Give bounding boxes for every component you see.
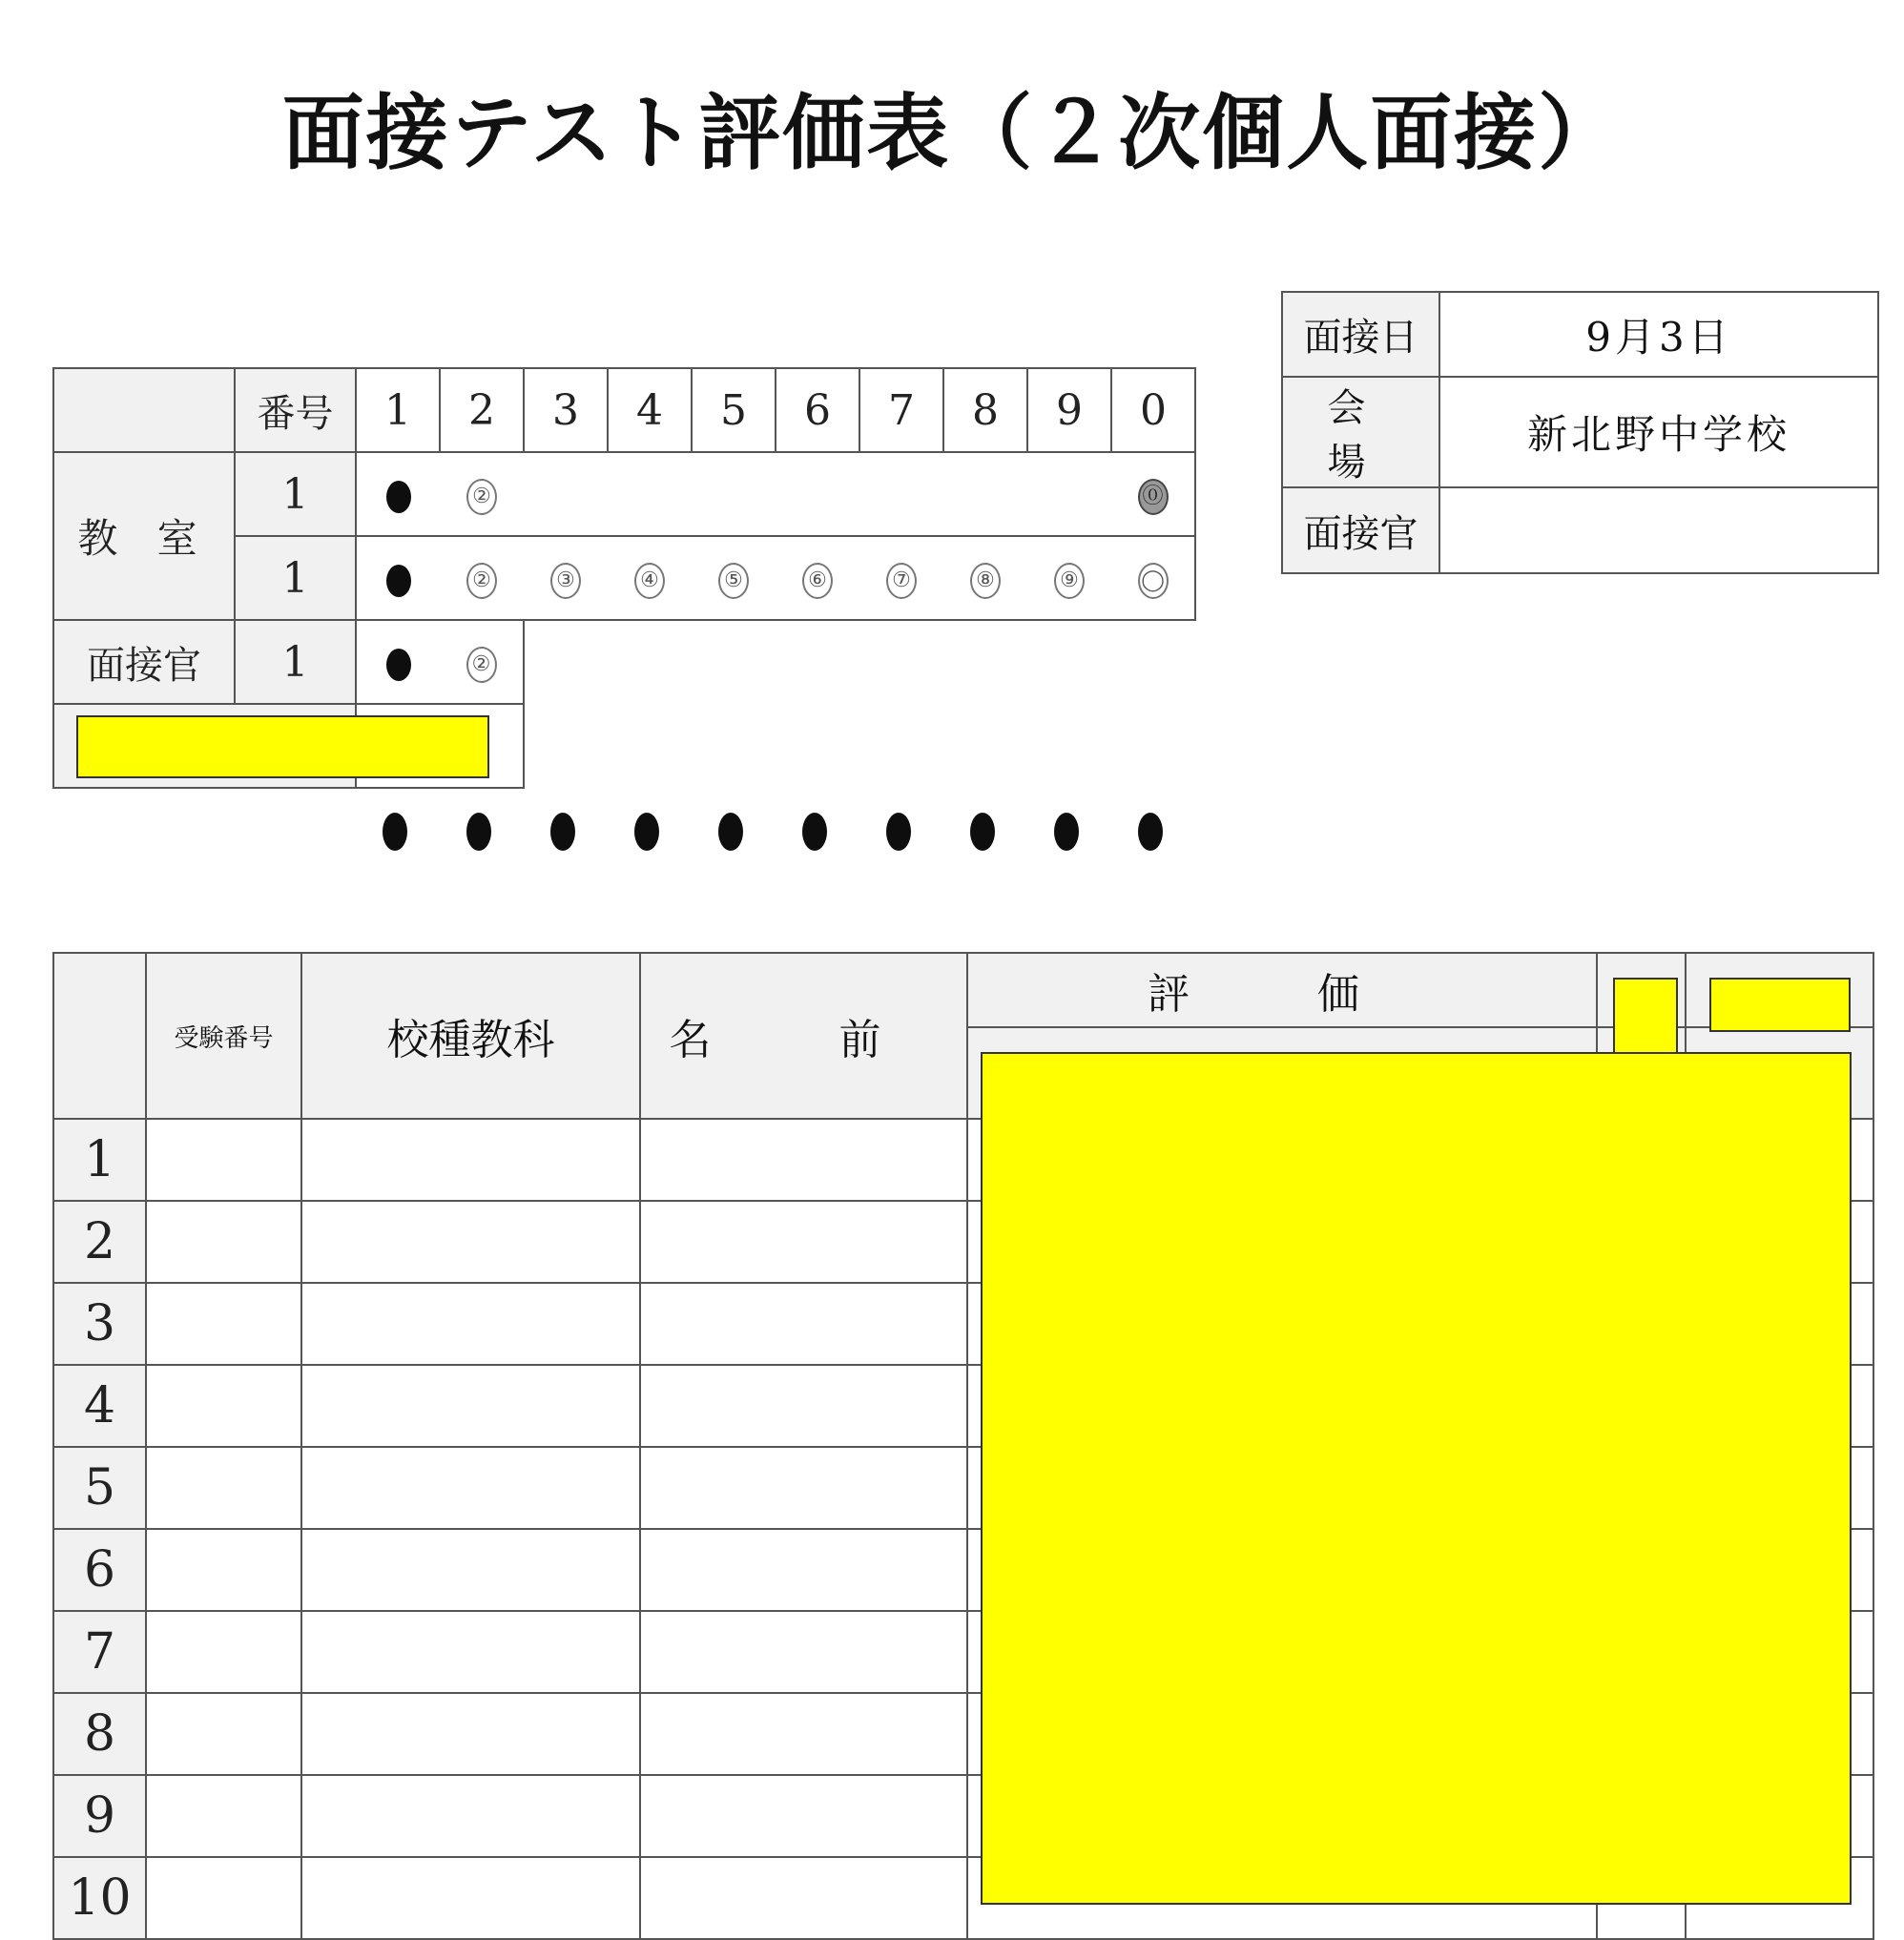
grid-empty-area — [524, 620, 1195, 704]
digit-header: 6 — [776, 368, 859, 452]
digit-header: 4 — [608, 368, 692, 452]
circled-digit-icon: ③ — [550, 563, 581, 599]
interviewer-name-value[interactable] — [1439, 487, 1878, 573]
timing-mark-icon — [1054, 813, 1079, 851]
circled-digit-icon: ⓪ — [1138, 479, 1169, 515]
filled-bubble-icon — [386, 565, 411, 597]
row-number: 7 — [53, 1611, 146, 1693]
circled-digit-icon: ◯ — [1138, 563, 1169, 599]
bubble-cell[interactable] — [859, 536, 943, 620]
exam-number-cell[interactable] — [146, 1611, 301, 1693]
header-corner — [53, 953, 146, 1119]
exam-number-cell[interactable] — [146, 1365, 301, 1447]
exam-number-cell[interactable] — [146, 1857, 301, 1939]
bubble-cell[interactable] — [859, 452, 943, 536]
name-cell[interactable] — [640, 1693, 967, 1775]
bubble-cell[interactable] — [943, 452, 1027, 536]
bubble-cell[interactable] — [440, 452, 524, 536]
evaluation-header: 評 価 — [967, 953, 1597, 1027]
exam-number-cell[interactable] — [146, 1201, 301, 1283]
circled-digit-icon: ⑥ — [802, 563, 833, 599]
circled-digit-icon: ② — [466, 563, 497, 599]
name-cell[interactable] — [640, 1201, 967, 1283]
interview-date-value: 9月3日 — [1439, 292, 1878, 377]
venue-label: 会 場 — [1282, 377, 1439, 487]
digit-header: 2 — [440, 368, 524, 452]
timing-mark-icon — [970, 813, 995, 851]
row-number: 8 — [53, 1693, 146, 1775]
school-subject-cell[interactable] — [301, 1529, 640, 1611]
circled-digit-icon: ② — [466, 647, 497, 683]
exam-number-cell[interactable] — [146, 1775, 301, 1857]
classroom-row-number: 1 — [235, 536, 356, 620]
bubble-cell[interactable] — [356, 452, 440, 536]
row-number: 5 — [53, 1447, 146, 1529]
row-number: 4 — [53, 1365, 146, 1447]
row-number: 10 — [53, 1857, 146, 1939]
name-cell[interactable] — [640, 1447, 967, 1529]
bubble-cell[interactable] — [440, 536, 524, 620]
timing-mark-icon — [802, 813, 827, 851]
bubble-cell[interactable] — [356, 536, 440, 620]
digit-header: 7 — [859, 368, 943, 452]
bubble-cell[interactable] — [608, 536, 692, 620]
grid-empty-area — [524, 704, 1195, 788]
digit-header: 5 — [692, 368, 776, 452]
name-cell[interactable] — [640, 1775, 967, 1857]
school-subject-cell[interactable] — [301, 1857, 640, 1939]
bubble-cell[interactable] — [692, 536, 776, 620]
digit-header: 3 — [524, 368, 608, 452]
timing-mark-icon — [718, 813, 743, 851]
redaction-block — [1709, 978, 1851, 1032]
school-subject-cell[interactable] — [301, 1611, 640, 1693]
bubble-cell[interactable] — [692, 452, 776, 536]
grid-corner — [53, 368, 235, 452]
school-subject-cell[interactable] — [301, 1775, 640, 1857]
circled-digit-icon: ⑦ — [886, 563, 917, 599]
redaction-block — [1613, 978, 1678, 1054]
timing-mark-icon — [634, 813, 659, 851]
name-cell[interactable] — [640, 1611, 967, 1693]
exam-number-cell[interactable] — [146, 1283, 301, 1365]
digit-header: 1 — [356, 368, 440, 452]
circled-digit-icon: ⑧ — [970, 563, 1001, 599]
circled-digit-icon: ② — [466, 479, 497, 515]
row-number: 2 — [53, 1201, 146, 1283]
filled-bubble-icon — [386, 649, 411, 681]
school-subject-cell[interactable] — [301, 1201, 640, 1283]
grid-number-header: 番号 — [235, 368, 356, 452]
info-box — [1281, 291, 1879, 574]
bubble-cell[interactable] — [524, 536, 608, 620]
redaction-block — [981, 1052, 1852, 1905]
exam-number-cell[interactable] — [146, 1529, 301, 1611]
filled-bubble-icon — [386, 481, 411, 513]
name-header: 名 前 — [640, 953, 967, 1119]
school-subject-header: 校種教科 — [301, 953, 640, 1119]
classroom-label: 教 室 — [53, 452, 235, 620]
timing-mark-icon — [383, 813, 407, 851]
bubble-cell[interactable] — [776, 536, 859, 620]
timing-mark-icon — [1138, 813, 1163, 851]
redaction-block — [76, 715, 489, 778]
school-subject-cell[interactable] — [301, 1283, 640, 1365]
interview-date-label: 面接日 — [1282, 292, 1439, 377]
name-cell[interactable] — [640, 1529, 967, 1611]
row-number: 9 — [53, 1775, 146, 1857]
interviewer-label: 面接官 — [53, 620, 235, 704]
bubble-cell[interactable] — [1111, 452, 1195, 536]
bubble-cell[interactable] — [440, 620, 524, 704]
bubble-cell[interactable] — [356, 620, 440, 704]
digit-header: 8 — [943, 368, 1027, 452]
school-subject-cell[interactable] — [301, 1447, 640, 1529]
exam-number-cell[interactable] — [146, 1447, 301, 1529]
bubble-cell[interactable] — [1027, 536, 1111, 620]
bubble-cell[interactable] — [1027, 452, 1111, 536]
bubble-cell[interactable] — [524, 452, 608, 536]
classroom-row-number: 1 — [235, 452, 356, 536]
row-number: 3 — [53, 1283, 146, 1365]
digit-header: 9 — [1027, 368, 1111, 452]
document-title: 面接テスト評価表（２次個人面接） — [281, 86, 1623, 181]
school-subject-cell[interactable] — [301, 1693, 640, 1775]
interviewer-row-number: 1 — [235, 620, 356, 704]
circled-digit-icon: ④ — [634, 563, 665, 599]
venue-value: 新北野中学校 — [1439, 377, 1878, 487]
exam-number-cell[interactable] — [146, 1119, 301, 1201]
exam-number-cell[interactable] — [146, 1693, 301, 1775]
school-subject-cell[interactable] — [301, 1119, 640, 1201]
exam-number-header: 受験番号 — [146, 953, 301, 1119]
name-cell[interactable] — [640, 1119, 967, 1201]
row-number: 1 — [53, 1119, 146, 1201]
bubble-cell[interactable] — [608, 452, 692, 536]
name-cell[interactable] — [640, 1857, 967, 1939]
bubble-cell[interactable] — [1111, 536, 1195, 620]
circled-digit-icon: ⑤ — [718, 563, 749, 599]
timing-mark-icon — [466, 813, 491, 851]
digit-header: 0 — [1111, 368, 1195, 452]
row-number: 6 — [53, 1529, 146, 1611]
interviewer-name-label: 面接官 — [1282, 487, 1439, 573]
bubble-cell[interactable] — [943, 536, 1027, 620]
name-cell[interactable] — [640, 1365, 967, 1447]
circled-digit-icon: ⑨ — [1054, 563, 1085, 599]
timing-mark-icon — [886, 813, 911, 851]
name-cell[interactable] — [640, 1283, 967, 1365]
bubble-cell[interactable] — [776, 452, 859, 536]
timing-mark-icon — [550, 813, 575, 851]
school-subject-cell[interactable] — [301, 1365, 640, 1447]
